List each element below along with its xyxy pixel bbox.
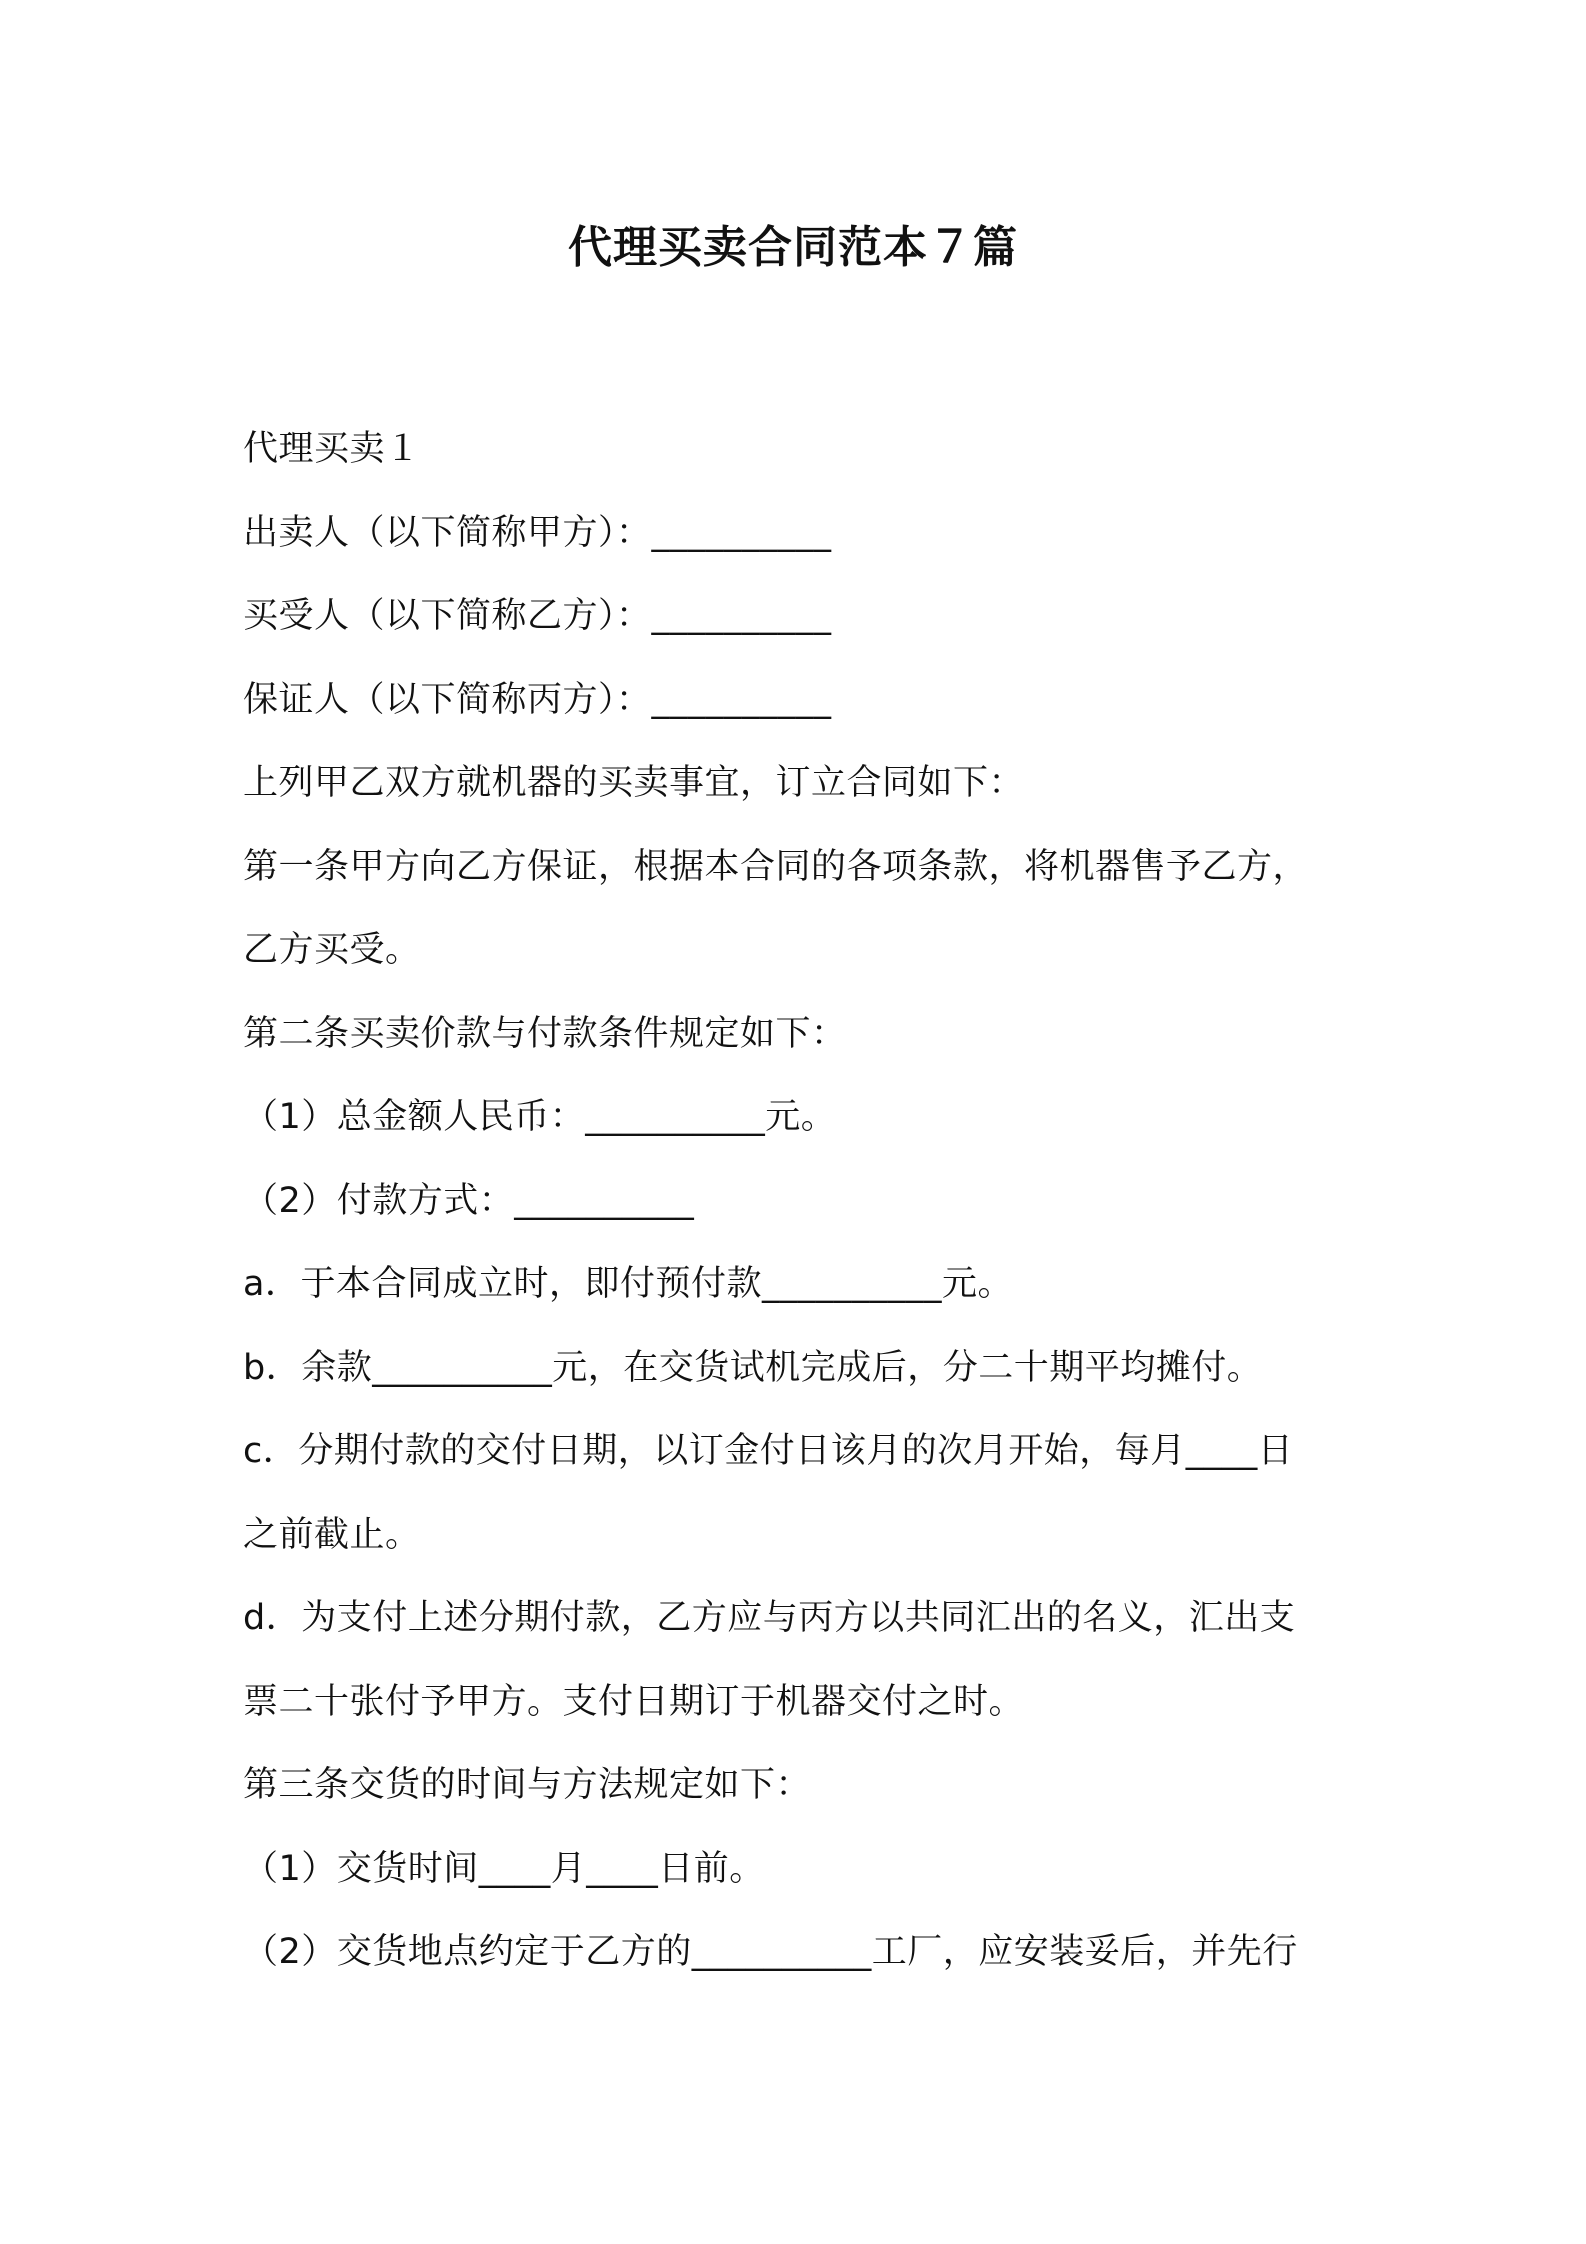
section-heading: 代理买卖１ (243, 429, 421, 469)
article-2-heading: 第二条买卖价款与付款条件规定如下： (243, 1013, 847, 1054)
article-2-item-a: a．于本合同成立时，即付预付款__________元。 (243, 1264, 1013, 1304)
guarantor-line: 保证人（以下简称丙方）：__________ (243, 679, 832, 720)
document-title: 代理买卖合同范本７篇 (568, 222, 1018, 273)
preamble-line: 上列甲乙双方就机器的买卖事宜，订立合同如下： (243, 763, 1025, 803)
article-2-item-c-line-2: 之前截止。 (243, 1514, 421, 1555)
buyer-line: 买受人（以下简称乙方）：__________ (243, 596, 832, 636)
article-3-item-1: （1）交货时间____月____日前。 (243, 1848, 765, 1889)
article-2-item-b: b．余款__________元，在交货试机完成后，分二十期平均摊付。 (243, 1347, 1263, 1388)
article-1-line-1: 第一条甲方向乙方保证，根据本合同的各项条款，将机器售予乙方， (243, 846, 1309, 887)
article-3-item-2: （2）交货地点约定于乙方的__________工厂，应安装妥后，并先行 (243, 1932, 1298, 1972)
document-body (243, 408, 1353, 1995)
article-2-item-c-line-1: c．分期付款的交付日期，以订金付日该月的次月开始，每月____日 (243, 1431, 1294, 1471)
article-3-heading: 第三条交货的时间与方法规定如下： (243, 1765, 812, 1805)
article-2-item-2: （2）付款方式：__________ (243, 1180, 695, 1221)
article-1-line-2: 乙方买受。 (243, 930, 421, 970)
article-2-item-d-line-2: 票二十张付予甲方。支付日期订于机器交付之时。 (243, 1681, 1025, 1722)
article-2-item-d-line-1: d．为支付上述分期付款，乙方应与丙方以共同汇出的名义，汇出支 (243, 1598, 1296, 1638)
seller-line: 出卖人（以下简称甲方）：__________ (243, 512, 832, 553)
article-2-item-1: （1）总金额人民币：__________元。 (243, 1097, 837, 1137)
